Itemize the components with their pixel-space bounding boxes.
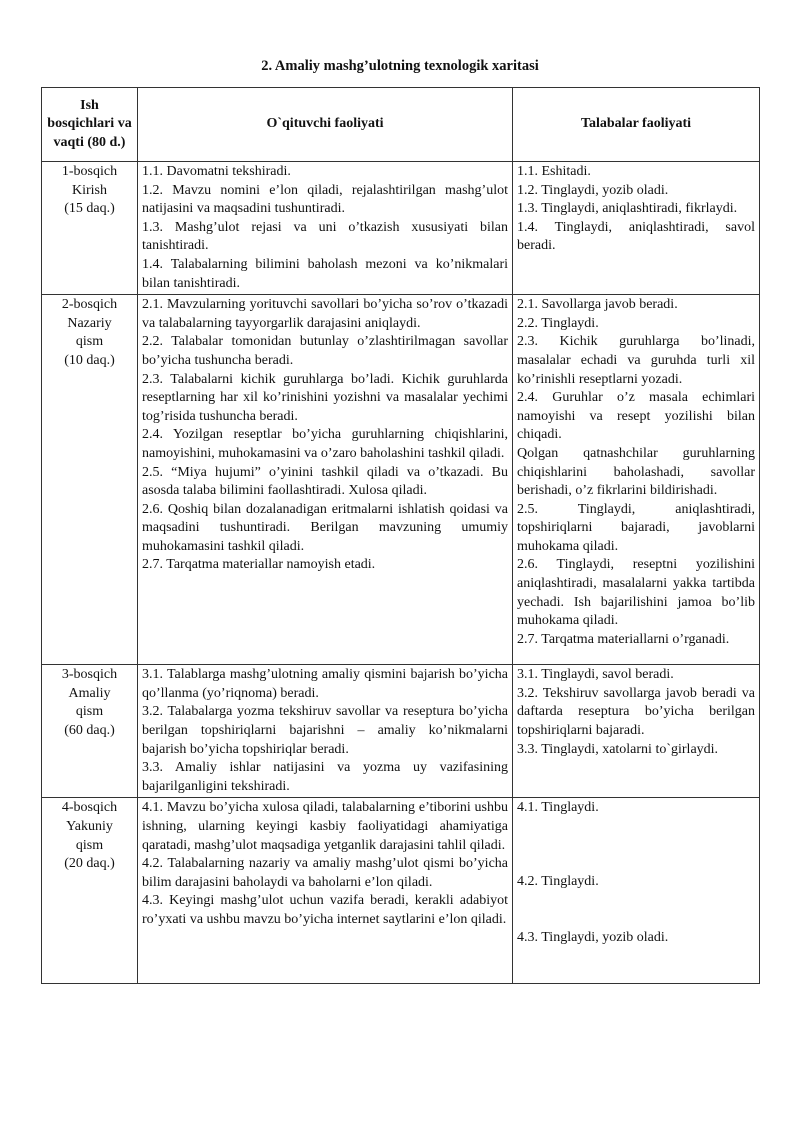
page-title: 2. Amaliy mashg’ulotning texnologik xaritasi bbox=[261, 58, 539, 74]
stage-cell bbox=[42, 798, 138, 984]
header-teacher: O`qituvchi faoliyati bbox=[138, 88, 513, 162]
table-header-row bbox=[42, 88, 760, 162]
teacher-activity-cell bbox=[138, 665, 513, 798]
teacher-activity-cell bbox=[138, 162, 513, 295]
teacher-activity-item: 4.1. Mavzu bo’yicha xulosa qiladi, talabalarning e’tiborini ushbu ishning, ularning keyingi kasbiy faoliyatidagi ahamiyatiga qaratadi, mashg’ulot maqsadiga yetganlik darajasini tahlil qiladi. bbox=[142, 800, 508, 853]
teacher-activity-item: 3.2. Talabalarga yozma tekshiruv savollar va reseptura bo’yicha berilgan topshiriqlarni bajarishni – amaliy ko’nikmalarni bajarish bo’yicha topshiriqlar beradi. bbox=[142, 704, 508, 757]
student-activity-cell bbox=[513, 665, 760, 798]
student-activity-item: Qolgan qatnashchilar guruhlarning chiqishlarini baholashadi, savollar berishadi, o’z fikrlarini bildirishadi. bbox=[517, 445, 755, 499]
teacher-activity-item: 1.1. Davomatni tekshiradi. bbox=[142, 164, 291, 179]
table-row bbox=[42, 295, 760, 665]
stage-part: qism bbox=[75, 334, 104, 350]
student-activity-item: 3.1. Tinglaydi, savol beradi. bbox=[517, 667, 674, 683]
student-activity-item: 2.7. Tarqatma materiallarni o’rganadi. bbox=[517, 631, 730, 647]
student-activity-item: 1.3. Tinglaydi, aniqlashtiradi, fikrlaydi. bbox=[517, 201, 738, 217]
stage-number: 2-bosqich bbox=[61, 297, 118, 313]
stage-duration: (20 daq.) bbox=[64, 856, 115, 872]
teacher-activity-item: 1.4. Talabalarning bilimini baholash mezoni va ko’nikmalari bilan tanishtiradi. bbox=[142, 256, 508, 291]
teacher-activity-item: 1.2. Mavzu nomini e’lon qiladi, rejalashtirilgan mashg’ulot natijasini va maqsadini tushuntiradi. bbox=[142, 182, 508, 217]
stage-duration: (10 daq.) bbox=[64, 352, 115, 368]
stage-name: Amaliy bbox=[68, 685, 111, 701]
student-activity-item: 2.2. Tinglaydi. bbox=[517, 315, 599, 331]
table-row bbox=[42, 665, 760, 798]
student-activity-item: 2.1. Savollarga javob beradi. bbox=[517, 297, 678, 313]
student-activity-item: 3.2. Tekshiruv savollarga javob beradi va daftarda reseptura bo’yicha berilgan topshiriqlarni bajaradi. bbox=[517, 685, 755, 738]
stage-number: 4-bosqich bbox=[61, 800, 118, 816]
stage-name: Kirish bbox=[72, 182, 107, 198]
teacher-activity-item: 2.3. Talabalarni kichik guruhlarga bo’ladi. Kichik guruhlarda reseptlarning har xil ko’rinishini yozishni va masalalar yechimi tog’risida tushuncha beradi. bbox=[142, 371, 508, 424]
student-activity-item: 2.6. Tinglaydi, reseptni yozilishini aniqlashtiradi, masalalarni yakka tartibda yechadi. Ish bajarilishini jamoa bo’lib muhokama qiladi. bbox=[517, 557, 755, 629]
table-row bbox=[42, 162, 760, 295]
student-activity-item: 2.5. Tinglaydi, aniqlashtiradi, topshiriqlarni bajaradi, javoblarni muhokama qiladi. bbox=[517, 501, 755, 554]
stage-duration: (15 daq.) bbox=[64, 201, 115, 217]
stage-cell bbox=[42, 162, 138, 295]
student-activity-cell bbox=[513, 798, 760, 984]
student-activity-item: 4.2. Tinglaydi. bbox=[517, 873, 599, 889]
technology-map-table bbox=[41, 87, 760, 984]
student-activity-item: 4.3. Tinglaydi, yozib oladi. bbox=[517, 929, 669, 945]
teacher-activity-cell bbox=[138, 295, 513, 665]
stage-number: 1-bosqich bbox=[61, 164, 118, 179]
stage-cell bbox=[42, 665, 138, 798]
teacher-activity-item: 4.3. Keyingi mashg’ulot uchun vazifa beradi, kerakli adabiyot ro’yxati va ushbu mavzu bo’yicha internet saytlarini e’lon qiladi. bbox=[142, 893, 508, 927]
stage-number: 3-bosqich bbox=[61, 667, 118, 683]
stage-cell bbox=[42, 295, 138, 665]
student-activity-item: 4.1. Tinglaydi. bbox=[517, 800, 599, 816]
teacher-activity-item: 2.5. “Miya hujumi” o’yinini tashkil qiladi va o’tkazadi. Bu asosda talaba bilimini faollashtiradi. Xulosa qiladi. bbox=[142, 464, 508, 499]
stage-duration: (60 daq.) bbox=[64, 722, 115, 738]
header-students: Talabalar faoliyati bbox=[513, 88, 760, 162]
student-activity-item: 2.3. Kichik guruhlarga bo’linadi, masalalar echadi va guruhda turli xil ko’rinishli reseptlarni yozadi. bbox=[517, 334, 755, 387]
stage-part: qism bbox=[75, 837, 104, 853]
student-activity-cell bbox=[513, 162, 760, 295]
teacher-activity-item: 4.2. Talabalarning nazariy va amaliy mashg’ulot qismi bo’yicha bilim darajasini baholaydi va baholarni e’lon qiladi. bbox=[142, 856, 508, 890]
header-stage: Ish bosqichlari va vaqti (80 d.) bbox=[42, 88, 138, 162]
student-activity-item: 1.2. Tinglaydi, yozib oladi. bbox=[517, 182, 669, 198]
teacher-activity-cell bbox=[138, 798, 513, 984]
stage-part: qism bbox=[75, 704, 104, 720]
teacher-activity-item: 3.1. Talablarga mashg’ulotning amaliy qismini bajarish bo’yicha qo’llanma (yo’riqnoma) beradi. bbox=[142, 667, 508, 701]
stage-name: Nazariy bbox=[67, 315, 112, 331]
table-row bbox=[42, 798, 760, 984]
student-activity-item: 3.3. Tinglaydi, xatolarni to`girlaydi. bbox=[517, 741, 719, 757]
student-activity-item: 1.4. Tinglaydi, aniqlashtiradi, savol beradi. bbox=[517, 219, 755, 254]
student-activity-item: 1.1. Eshitadi. bbox=[517, 164, 591, 179]
student-activity-item: 2.4. Guruhlar o’z masala echimlari namoyishi va resept yozilishi bilan chiqadi. bbox=[517, 390, 755, 443]
teacher-activity-item: 3.3. Amaliy ishlar natijasini va yozma uy vazifasining bajarilganligini tekshiradi. bbox=[142, 760, 508, 794]
teacher-activity-item: 2.7. Tarqatma materiallar namoyish etadi. bbox=[142, 557, 376, 573]
stage-name: Yakuniy bbox=[66, 818, 113, 834]
teacher-activity-item: 2.4. Yozilgan reseptlar bo’yicha guruhlarning chiqishlarini, namoyishini, muhokamasini va o’zaro baholashini tashkil qiladi. bbox=[142, 427, 508, 461]
teacher-activity-item: 2.6. Qoshiq bilan dozalanadigan eritmalarni ishlatish qoidasi va maqsadini tushuntiradi. Berilgan mavzuning umumiy muhokamasini tashkil qiladi. bbox=[142, 501, 508, 554]
teacher-activity-item: 2.1. Mavzularning yorituvchi savollari bo’yicha so’rov o’tkazadi va talabalarning tayyorgarlik darajasini aniqlaydi. bbox=[142, 297, 508, 331]
teacher-activity-item: 1.3. Mashg’ulot rejasi va uni o’tkazish xususiyati bilan tanishtiradi. bbox=[142, 219, 508, 254]
teacher-activity-item: 2.2. Talabalar tomonidan butunlay o’zlashtirilmagan savollar bo’yicha tushuncha beradi. bbox=[142, 334, 508, 368]
student-activity-cell bbox=[513, 295, 760, 665]
